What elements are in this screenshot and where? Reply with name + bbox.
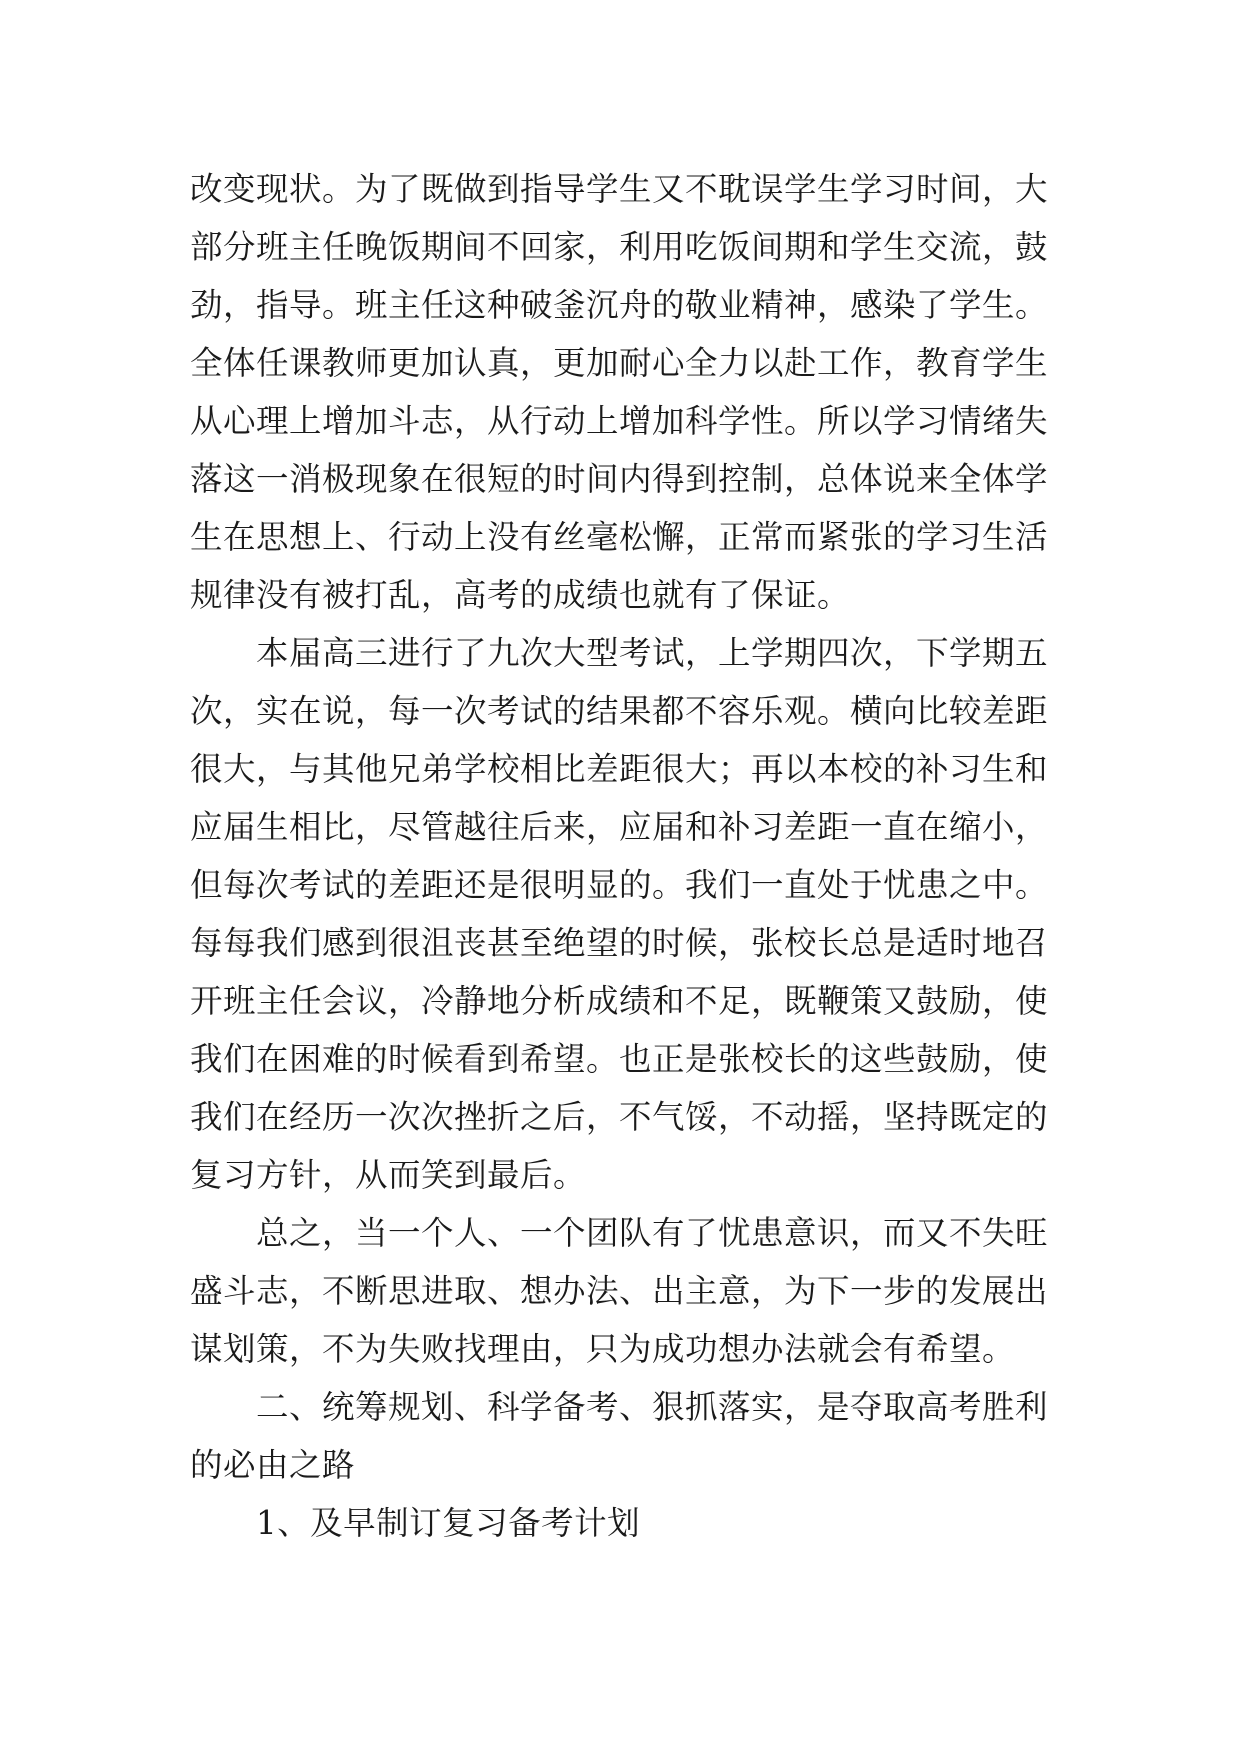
text-line: 部分班主任晚饭期间不回家，利用吃饭间期和学生交流，鼓 bbox=[190, 228, 1049, 266]
text-line: 总之，当一个人、一个团队有了忧患意识，而又不失旺 bbox=[256, 1214, 1049, 1252]
text-line: 全体任课教师更加认真，更加耐心全力以赴工作，教育学生 bbox=[190, 344, 1049, 382]
text-line: 生在思想上、行动上没有丝毫松懈，正常而紧张的学习生活 bbox=[190, 518, 1049, 556]
text-line: 次，实在说，每一次考试的结果都不容乐观。横向比较差距 bbox=[190, 692, 1049, 730]
text-line: 盛斗志，不断思进取、想办法、出主意，为下一步的发展出 bbox=[190, 1272, 1049, 1310]
text-line: 从心理上增加斗志，从行动上增加科学性。所以学习情绪失 bbox=[190, 402, 1049, 440]
text-line: 落这一消极现象在很短的时间内得到控制，总体说来全体学 bbox=[190, 460, 1049, 498]
text-line: 但每次考试的差距还是很明显的。我们一直处于忧患之中。 bbox=[190, 866, 1049, 904]
text-line: 复习方针，从而笑到最后。 bbox=[190, 1156, 587, 1194]
text-line: 很大，与其他兄弟学校相比差距很大；再以本校的补习生和 bbox=[190, 750, 1049, 788]
text-line: 劲，指导。班主任这种破釜沉舟的敬业精神，感染了学生。 bbox=[190, 286, 1049, 324]
text-line: 开班主任会议，冷静地分析成绩和不足，既鞭策又鼓励，使 bbox=[190, 982, 1049, 1020]
text-line: 我们在经历一次次挫折之后，不气馁，不动摇，坚持既定的 bbox=[190, 1098, 1049, 1136]
text-line: 本届高三进行了九次大型考试，上学期四次，下学期五 bbox=[256, 634, 1049, 672]
text-line: 应届生相比，尽管越往后来，应届和补习差距一直在缩小， bbox=[190, 808, 1049, 846]
section-heading: 的必由之路 bbox=[190, 1446, 356, 1484]
text-line: 谋划策，不为失败找理由，只为成功想办法就会有希望。 bbox=[190, 1330, 1016, 1368]
subsection-heading: 1、及早制订复习备考计划 bbox=[256, 1504, 641, 1542]
text-line: 我们在困难的时候看到希望。也正是张校长的这些鼓励，使 bbox=[190, 1040, 1049, 1078]
text-line: 每每我们感到很沮丧甚至绝望的时候，张校长总是适时地召 bbox=[190, 924, 1049, 962]
text-line: 规律没有被打乱，高考的成绩也就有了保证。 bbox=[190, 576, 851, 614]
section-heading: 二、统筹规划、科学备考、狠抓落实，是夺取高考胜利 bbox=[256, 1388, 1049, 1426]
text-line: 改变现状。为了既做到指导学生又不耽误学生学习时间，大 bbox=[190, 170, 1049, 208]
